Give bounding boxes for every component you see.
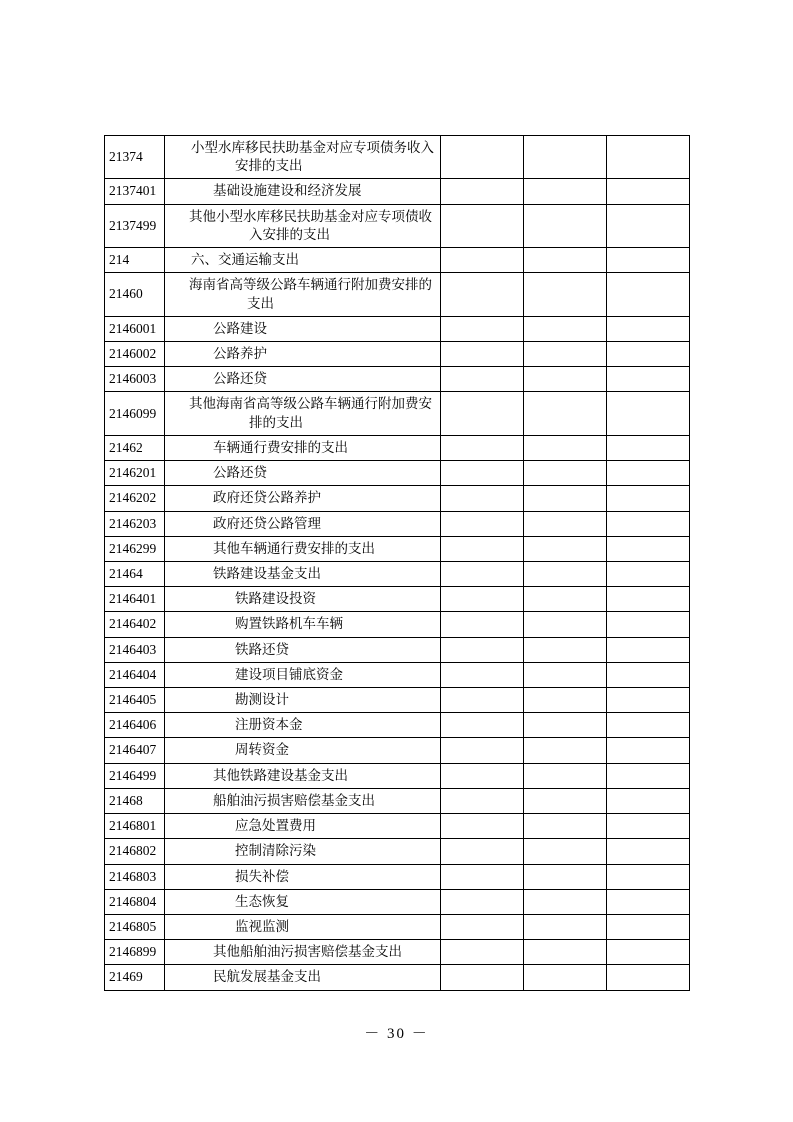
row-value-1 (441, 316, 524, 341)
row-value-2 (524, 814, 607, 839)
row-value-2 (524, 511, 607, 536)
row-value-1 (441, 637, 524, 662)
table-row (105, 940, 690, 965)
row-name (165, 965, 441, 990)
table-row (105, 915, 690, 940)
row-name (165, 788, 441, 813)
row-value-1 (441, 461, 524, 486)
row-value-1 (441, 763, 524, 788)
row-value-3 (607, 915, 690, 940)
table-row (105, 561, 690, 586)
row-value-3 (607, 587, 690, 612)
row-value-2 (524, 788, 607, 813)
table-row (105, 204, 690, 247)
row-value-1 (441, 511, 524, 536)
row-code: 2146403 (105, 637, 165, 662)
table-row (105, 839, 690, 864)
row-value-3 (607, 713, 690, 738)
table-row (105, 814, 690, 839)
row-value-2 (524, 341, 607, 366)
row-name-text: 海南省高等级公路车辆通行附加费安排的支出 (189, 277, 432, 311)
table-row (105, 864, 690, 889)
row-value-3 (607, 486, 690, 511)
row-name-text: 政府还贷公路管理 (213, 515, 321, 531)
row-value-1 (441, 536, 524, 561)
row-value-2 (524, 940, 607, 965)
row-value-1 (441, 587, 524, 612)
row-name-text: 公路还贷 (213, 465, 267, 481)
row-name (165, 511, 441, 536)
table-row (105, 367, 690, 392)
row-code: 2146407 (105, 738, 165, 763)
row-name-text: 应急处置费用 (235, 818, 316, 834)
row-code: 21469 (105, 965, 165, 990)
row-value-1 (441, 341, 524, 366)
page-number: － 30 － (364, 1026, 429, 1042)
row-name (165, 486, 441, 511)
row-value-1 (441, 273, 524, 316)
row-value-3 (607, 637, 690, 662)
row-name-text: 生态恢复 (235, 893, 289, 909)
table-row (105, 536, 690, 561)
row-value-1 (441, 864, 524, 889)
row-value-3 (607, 965, 690, 990)
row-name (165, 940, 441, 965)
row-value-2 (524, 713, 607, 738)
row-name (165, 814, 441, 839)
row-value-1 (441, 612, 524, 637)
row-name-text: 其他铁路建设基金支出 (213, 767, 348, 783)
row-value-3 (607, 316, 690, 341)
row-value-1 (441, 662, 524, 687)
row-value-1 (441, 486, 524, 511)
row-name (165, 587, 441, 612)
row-name-text: 铁路还贷 (235, 641, 289, 657)
row-value-1 (441, 788, 524, 813)
row-value-1 (441, 435, 524, 460)
table-row (105, 136, 690, 179)
row-value-1 (441, 839, 524, 864)
row-value-1 (441, 814, 524, 839)
row-value-2 (524, 461, 607, 486)
table-row (105, 392, 690, 435)
row-value-2 (524, 486, 607, 511)
row-value-3 (607, 763, 690, 788)
row-name-text: 基础设施建设和经济发展 (213, 183, 362, 199)
row-name (165, 864, 441, 889)
row-value-3 (607, 662, 690, 687)
row-name (165, 367, 441, 392)
row-name-text: 政府还贷公路养护 (213, 490, 321, 506)
row-name (165, 612, 441, 637)
row-name (165, 662, 441, 687)
row-code: 2146201 (105, 461, 165, 486)
row-name (165, 392, 441, 435)
row-value-2 (524, 738, 607, 763)
row-name (165, 204, 441, 247)
row-name (165, 738, 441, 763)
table-row (105, 486, 690, 511)
row-name-text: 其他小型水库移民扶助基金对应专项债收入安排的支出 (189, 208, 432, 242)
row-value-3 (607, 788, 690, 813)
row-value-3 (607, 839, 690, 864)
row-name-text: 小型水库移民扶助基金对应专项债务收入安排的支出 (191, 140, 434, 174)
table-row (105, 316, 690, 341)
table-row (105, 179, 690, 204)
table-row (105, 788, 690, 813)
row-name-text: 公路建设 (213, 320, 267, 336)
row-value-3 (607, 204, 690, 247)
row-name (165, 341, 441, 366)
row-value-2 (524, 587, 607, 612)
row-code: 2146202 (105, 486, 165, 511)
row-value-2 (524, 435, 607, 460)
table-row (105, 341, 690, 366)
row-value-1 (441, 367, 524, 392)
row-value-1 (441, 889, 524, 914)
row-code: 2146002 (105, 341, 165, 366)
row-value-1 (441, 940, 524, 965)
row-code: 2146401 (105, 587, 165, 612)
row-value-3 (607, 179, 690, 204)
row-code: 2146402 (105, 612, 165, 637)
row-value-1 (441, 915, 524, 940)
row-value-2 (524, 367, 607, 392)
row-code: 2146499 (105, 763, 165, 788)
table-row (105, 763, 690, 788)
row-name (165, 273, 441, 316)
row-name (165, 763, 441, 788)
row-value-3 (607, 511, 690, 536)
row-name-text: 其他车辆通行费安排的支出 (213, 540, 375, 556)
row-name-text: 民航发展基金支出 (213, 969, 321, 985)
row-name (165, 889, 441, 914)
row-value-1 (441, 713, 524, 738)
row-value-3 (607, 688, 690, 713)
row-name (165, 561, 441, 586)
row-name (165, 136, 441, 179)
row-code: 2146899 (105, 940, 165, 965)
row-code: 214 (105, 248, 165, 273)
row-name-text: 其他船舶油污损害赔偿基金支出 (213, 944, 402, 960)
row-value-3 (607, 392, 690, 435)
row-code: 2146805 (105, 915, 165, 940)
row-name (165, 713, 441, 738)
row-code: 2146803 (105, 864, 165, 889)
row-value-2 (524, 915, 607, 940)
budget-table-body (105, 136, 690, 991)
row-value-2 (524, 763, 607, 788)
row-value-2 (524, 273, 607, 316)
row-code: 21464 (105, 561, 165, 586)
table-row (105, 662, 690, 687)
table-row (105, 965, 690, 990)
row-value-2 (524, 204, 607, 247)
row-value-2 (524, 248, 607, 273)
table-row (105, 587, 690, 612)
row-code: 2146001 (105, 316, 165, 341)
row-name (165, 688, 441, 713)
row-value-3 (607, 940, 690, 965)
row-value-3 (607, 738, 690, 763)
row-code: 2146804 (105, 889, 165, 914)
row-value-2 (524, 316, 607, 341)
row-name (165, 637, 441, 662)
row-value-1 (441, 248, 524, 273)
row-value-2 (524, 637, 607, 662)
row-name (165, 435, 441, 460)
row-code: 2137499 (105, 204, 165, 247)
row-value-1 (441, 204, 524, 247)
row-name-text: 铁路建设基金支出 (213, 565, 321, 581)
row-name (165, 316, 441, 341)
row-name (165, 915, 441, 940)
row-name (165, 248, 441, 273)
row-name-text: 六、交通运输支出 (191, 252, 299, 268)
row-code: 2146203 (105, 511, 165, 536)
row-name-text: 车辆通行费安排的支出 (213, 439, 348, 455)
row-value-2 (524, 688, 607, 713)
table-row (105, 612, 690, 637)
row-name-text: 购置铁路机车车辆 (235, 616, 343, 632)
row-value-3 (607, 248, 690, 273)
row-name-text: 铁路建设投资 (235, 591, 316, 607)
row-name (165, 536, 441, 561)
row-name-text: 勘测设计 (235, 692, 289, 708)
row-code: 2146801 (105, 814, 165, 839)
row-value-2 (524, 864, 607, 889)
row-name-text: 注册资本金 (235, 717, 303, 733)
table-row (105, 273, 690, 316)
row-name-text: 其他海南省高等级公路车辆通行附加费安排的支出 (189, 396, 432, 430)
row-value-3 (607, 561, 690, 586)
row-value-2 (524, 965, 607, 990)
row-value-2 (524, 179, 607, 204)
budget-table-container (104, 135, 689, 991)
row-code: 2146405 (105, 688, 165, 713)
table-row (105, 889, 690, 914)
row-code: 21374 (105, 136, 165, 179)
row-value-3 (607, 536, 690, 561)
row-value-3 (607, 136, 690, 179)
row-name (165, 839, 441, 864)
row-value-2 (524, 561, 607, 586)
table-row (105, 435, 690, 460)
row-name-text: 建设项目铺底资金 (235, 666, 343, 682)
row-code: 2146299 (105, 536, 165, 561)
row-value-1 (441, 965, 524, 990)
row-value-3 (607, 273, 690, 316)
row-code: 21468 (105, 788, 165, 813)
row-code: 2146099 (105, 392, 165, 435)
row-value-2 (524, 392, 607, 435)
row-value-2 (524, 612, 607, 637)
table-row (105, 511, 690, 536)
row-name-text: 船舶油污损害赔偿基金支出 (213, 792, 375, 808)
row-value-1 (441, 179, 524, 204)
row-value-1 (441, 136, 524, 179)
row-name (165, 179, 441, 204)
row-value-3 (607, 814, 690, 839)
row-value-3 (607, 461, 690, 486)
row-value-3 (607, 341, 690, 366)
row-code: 2146404 (105, 662, 165, 687)
row-value-3 (607, 889, 690, 914)
table-row (105, 637, 690, 662)
row-value-1 (441, 561, 524, 586)
row-value-1 (441, 392, 524, 435)
row-value-2 (524, 889, 607, 914)
row-value-2 (524, 662, 607, 687)
table-row (105, 248, 690, 273)
table-row (105, 738, 690, 763)
row-value-1 (441, 688, 524, 713)
row-name-text: 损失补偿 (235, 868, 289, 884)
row-value-3 (607, 612, 690, 637)
row-name-text: 公路还贷 (213, 371, 267, 387)
row-code: 2137401 (105, 179, 165, 204)
row-value-2 (524, 536, 607, 561)
row-name (165, 461, 441, 486)
row-name-text: 监视监测 (235, 919, 289, 934)
row-name-text: 控制清除污染 (235, 843, 316, 859)
row-value-2 (524, 136, 607, 179)
row-value-3 (607, 864, 690, 889)
table-row (105, 461, 690, 486)
row-code: 21462 (105, 435, 165, 460)
row-value-3 (607, 435, 690, 460)
row-code: 21460 (105, 273, 165, 316)
row-name-text: 公路养护 (213, 345, 267, 361)
budget-table (104, 135, 690, 991)
row-code: 2146003 (105, 367, 165, 392)
row-value-2 (524, 839, 607, 864)
row-code: 2146406 (105, 713, 165, 738)
table-row (105, 713, 690, 738)
row-value-3 (607, 367, 690, 392)
table-row (105, 688, 690, 713)
row-code: 2146802 (105, 839, 165, 864)
row-name-text: 周转资金 (235, 742, 289, 758)
row-value-1 (441, 738, 524, 763)
